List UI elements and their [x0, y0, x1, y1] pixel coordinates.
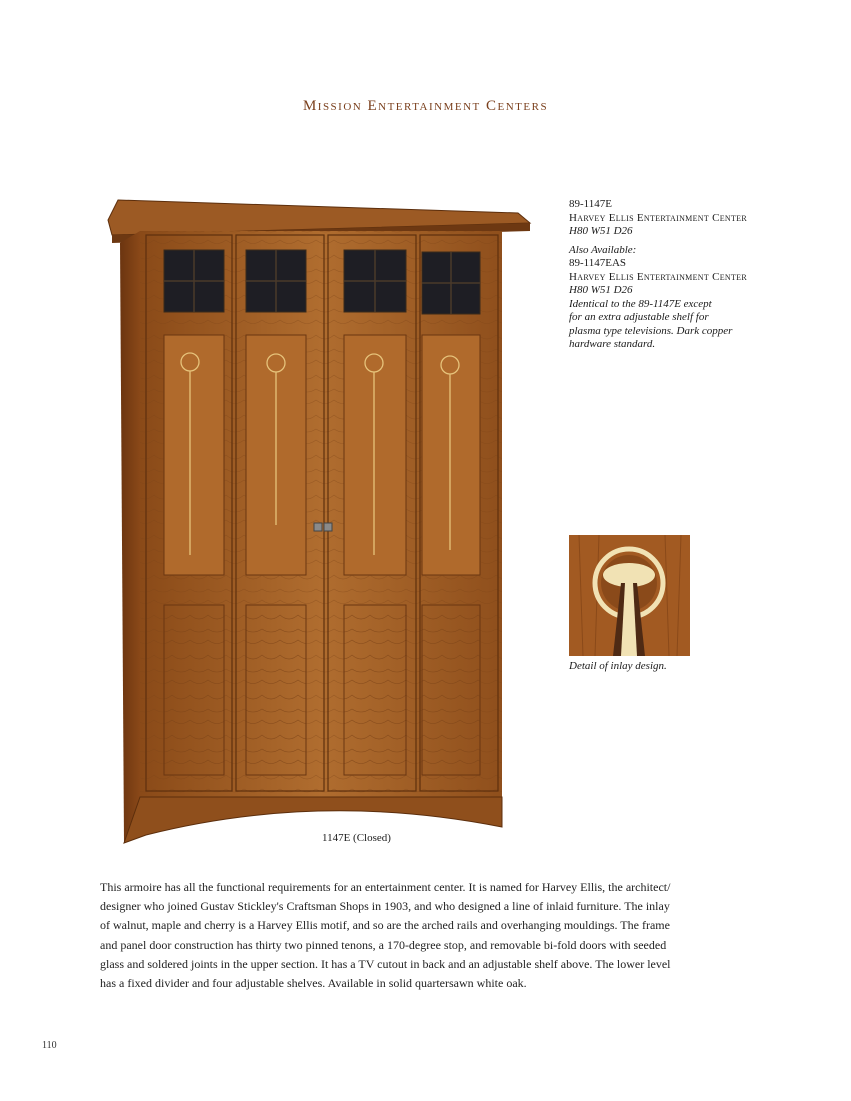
armoire-photo: [100, 195, 540, 855]
product-name: Harvey Ellis Entertainment Center: [569, 211, 747, 224]
alt-product-dimensions: H80 W51 D26: [569, 284, 633, 296]
description-line: and panel door construction has thirty two pinned tenons, a 170-degree stop, and removable bi-fold doors with seeded: [100, 937, 667, 952]
alt-note-line: for an extra adjustable shelf for: [569, 311, 709, 323]
inlay-detail-caption: Detail of inlay design.: [569, 660, 667, 672]
also-available-label: Also Available:: [569, 243, 637, 256]
alt-model-number: 89-1147EAS: [569, 257, 627, 269]
description-line: glass and soldered joints in the upper section. It has a TV cutout in back and an adjustable shelf above. The lower level: [100, 956, 671, 971]
product-dimensions: H80 W51 D26: [569, 225, 633, 237]
alt-note-line: plasma type televisions. Dark copper: [569, 324, 733, 337]
page-title: Mission Entertainment Centers: [302, 98, 549, 114]
alt-note-line: hardware standard.: [569, 338, 656, 350]
model-number: 89-1147E: [569, 198, 612, 210]
description-line: designer who joined Gustav Stickley's Craftsman Shops in 1903, and who designed a line of inlaid furniture. The inlay: [100, 899, 670, 914]
description-line: of walnut, maple and cherry is a Harvey Ellis motif, and so are the arched rails and overhanging mouldings. The frame: [100, 918, 670, 933]
product-spec-block: [569, 198, 769, 352]
page-number: 110: [42, 1040, 57, 1051]
main-photo-caption: 1147E (Closed): [322, 832, 391, 844]
description-line: has a fixed divider and four adjustable shelves. Available in solid quartersawn white oak.: [100, 976, 527, 991]
product-description: [100, 878, 780, 993]
description-line: This armoire has all the functional requirements for an entertainment center. It is named for Harvey Ellis, the architect/: [100, 880, 671, 894]
alt-note-line: Identical to the 89-1147E except: [569, 297, 712, 310]
inlay-detail-photo: [569, 535, 690, 656]
alt-product-name: Harvey Ellis Entertainment Center: [569, 270, 747, 283]
